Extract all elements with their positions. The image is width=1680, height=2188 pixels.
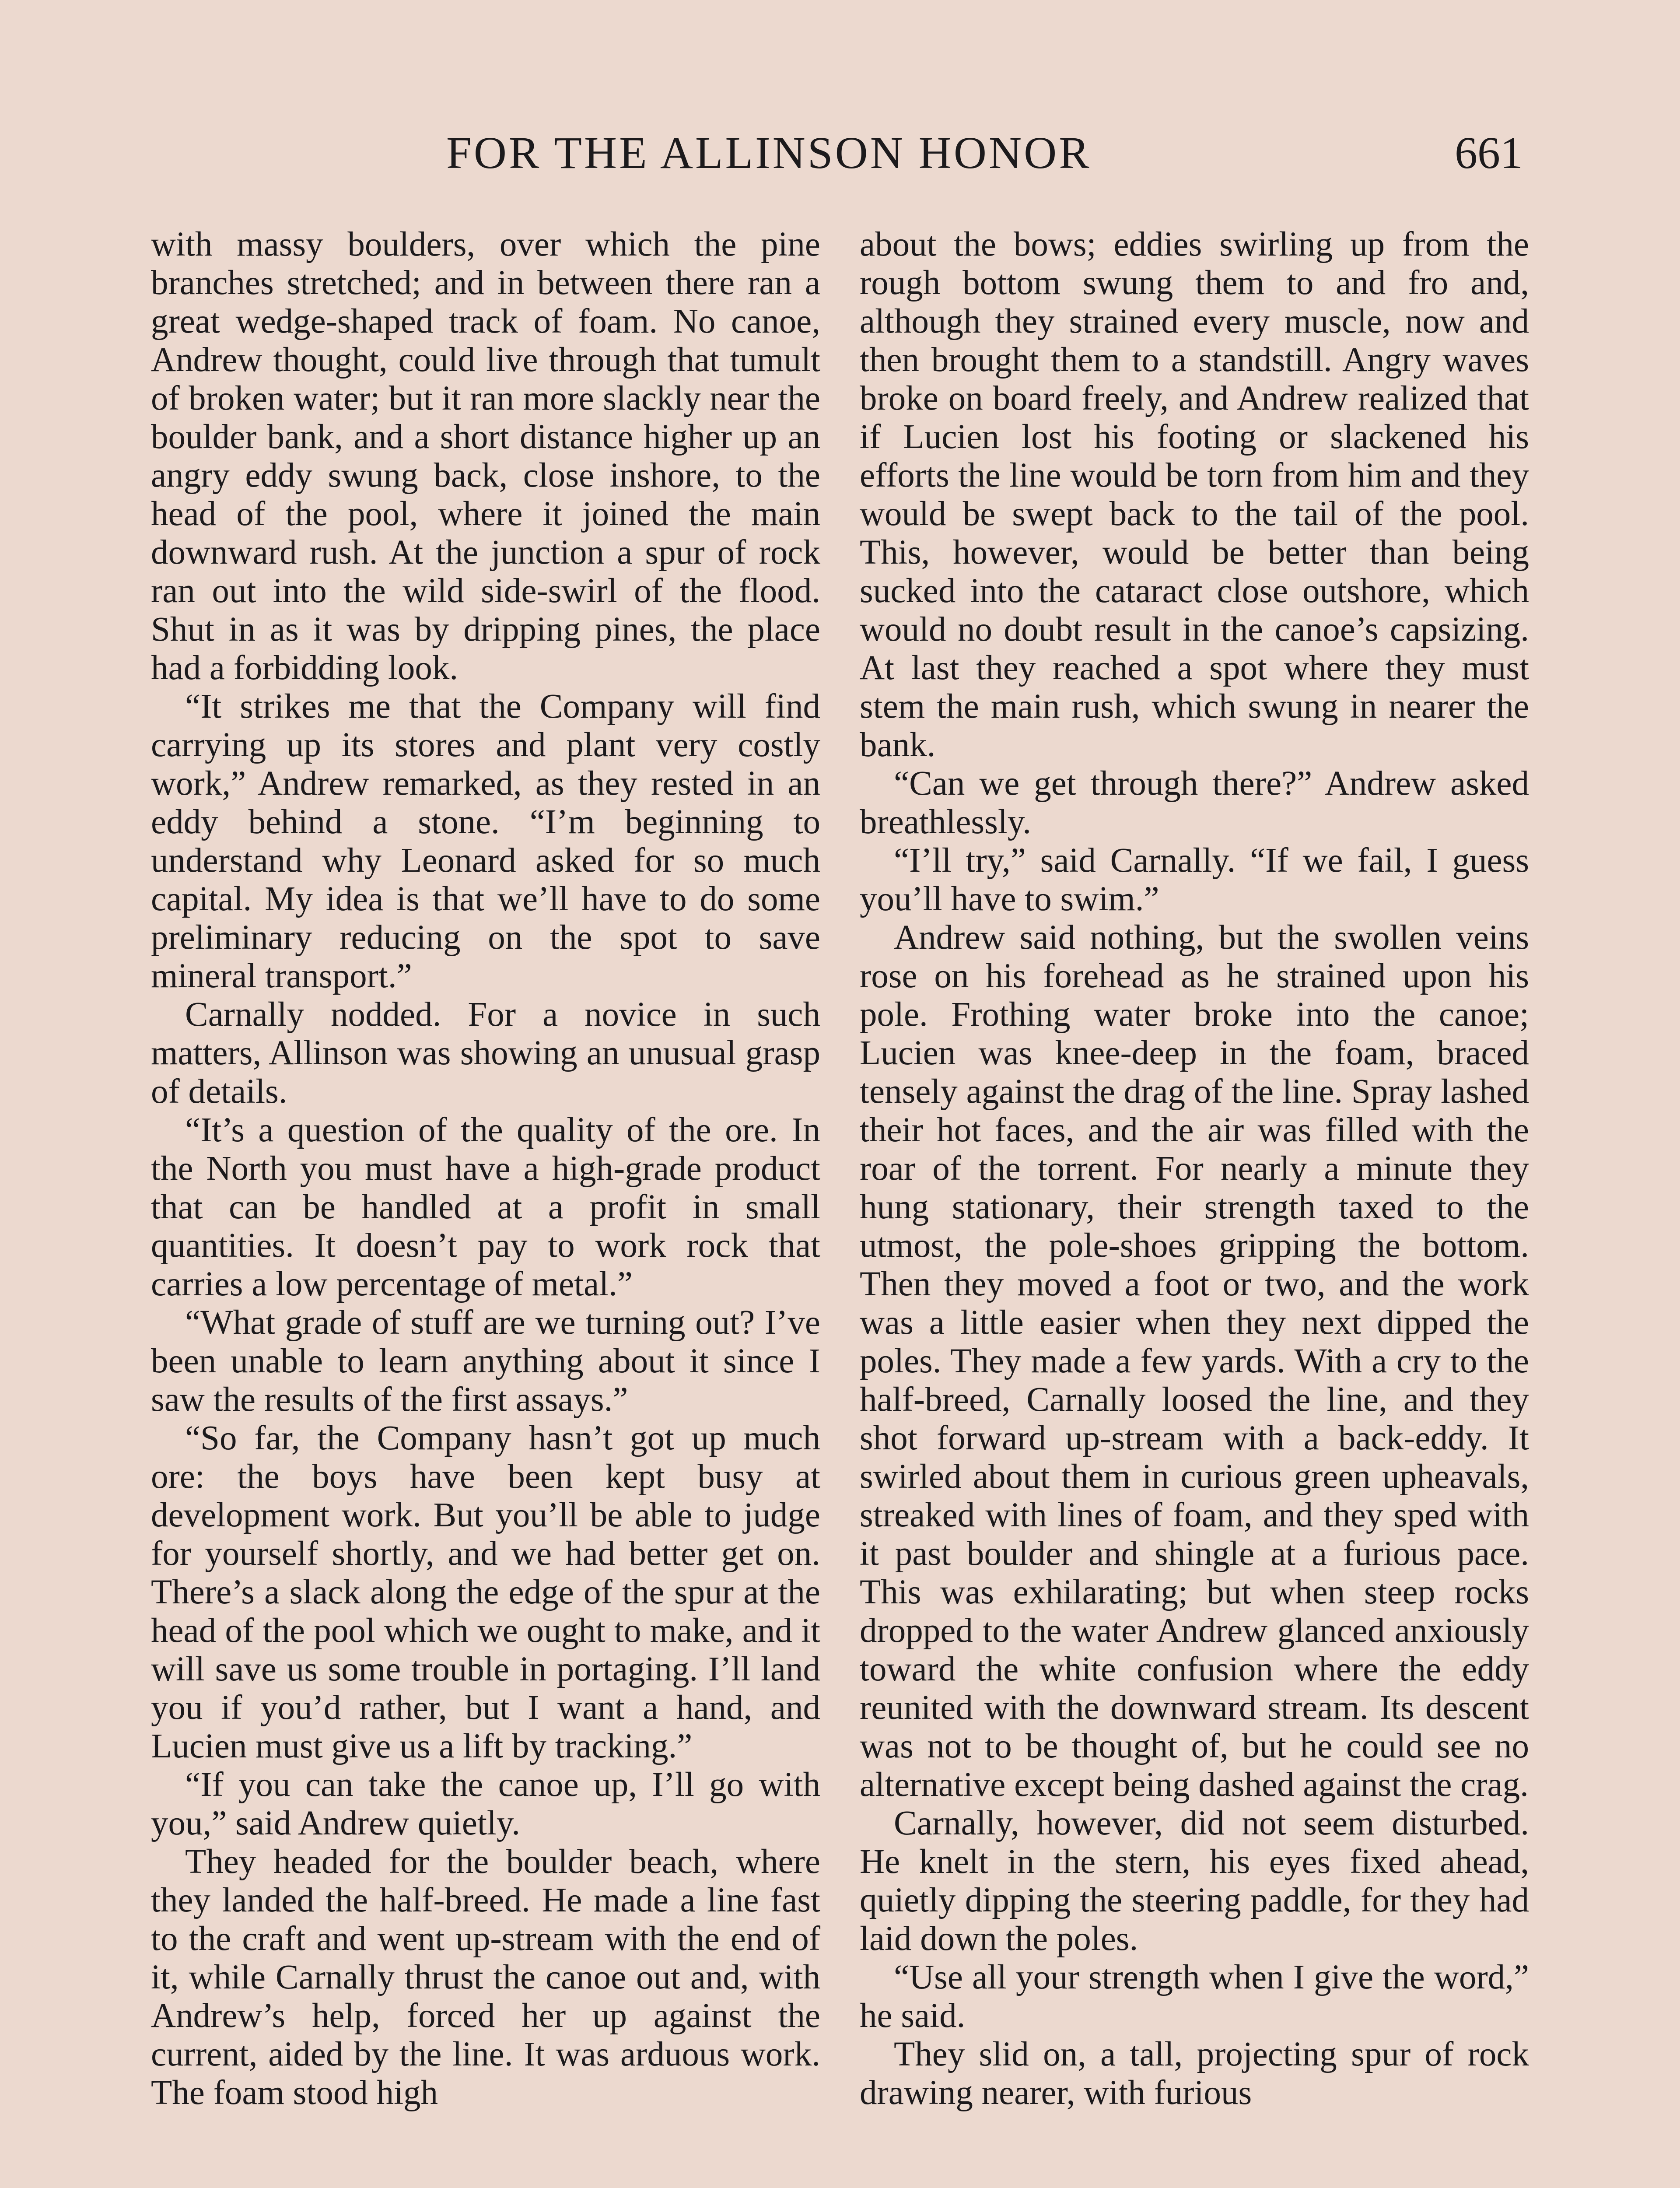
left-text-column (151, 225, 820, 2112)
paragraph: “Use all your strength when I give the word,” he said. (860, 1958, 1529, 2035)
paragraph: “If you can take the canoe up, I’ll go with you,” said Andrew quietly. (151, 1766, 820, 1842)
paragraph: about the bows; eddies swirling up from the rough bottom swung them to and fro and, although they strained every muscle, now and then brought them to a standstill. Angry waves broke on board freely, and Andrew realized that if Lucien lost his footing or slackened his efforts the line would be torn from him and they would be swept back to the tail of the pool. This, however, would be better than being sucked into the cataract close outshore, which would no doubt result in the canoe’s capsizing. At last they reached a spot where they must stem the main rush, which swung in nearer the bank. (860, 225, 1529, 764)
paragraph: “What grade of stuff are we turning out? I’ve been unable to learn anything about it since I saw the results of the first assays.” (151, 1304, 820, 1419)
paragraph: “It’s a question of the quality of the ore. In the North you must have a high-grade product that can be handled at a profit in small quantities. It doesn’t pay to work rock that carries a low percentage of metal.” (151, 1111, 820, 1303)
paragraph: “It strikes me that the Company will find carrying up its stores and plant very costly work,” Andrew remarked, as they rested in an eddy behind a stone. “I’m beginning to understand why Leonard asked for so much capital. My idea is that we’ll have to do some preliminary reducing on the spot to save mineral transport.” (151, 687, 820, 995)
right-text-column (860, 225, 1529, 2112)
paragraph: “I’ll try,” said Carnally. “If we fail, I guess you’ll have to swim.” (860, 842, 1529, 918)
running-title: FOR THE ALLINSON HONOR (446, 128, 1092, 178)
paragraph: Carnally, however, did not seem disturbed. He knelt in the stern, his eyes fixed ahead, quietly dipping the steering paddle, for they had laid down the poles. (860, 1804, 1529, 1958)
paragraph: They slid on, a tall, projecting spur of rock drawing nearer, with furious (860, 2035, 1529, 2112)
paragraph: “So far, the Company hasn’t got up much ore: the boys have been kept busy at development work. But you’ll be able to judge for yourself shortly, and we had better get on. There’s a slack along the edge of the spur at the head of the pool which we ought to make, and it will save us some trouble in portaging. I’ll land you if you’d rather, but I want a hand, and Lucien must give us a lift by tracking.” (151, 1419, 820, 1765)
page-header (0, 127, 1680, 193)
page-number: 661 (1455, 128, 1523, 178)
paragraph: with massy boulders, over which the pine branches stretched; and in between there ran a great wedge-shaped track of foam. No canoe, Andrew thought, could live through that tumult of broken water; but it ran more slackly near the boulder bank, and a short distance higher up an angry eddy swung back, close inshore, to the head of the pool, where it joined the main downward rush. At the junction a spur of rock ran out into the wild side-swirl of the flood. Shut in as it was by dripping pines, the place had a forbidding look. (151, 225, 820, 687)
paragraph: Carnally nodded. For a novice in such matters, Allinson was showing an unusual grasp of details. (151, 996, 820, 1111)
paragraph: “Can we get through there?” Andrew asked breathlessly. (860, 764, 1529, 841)
paragraph: They headed for the boulder beach, where they landed the half-breed. He made a line fast to the craft and went up-stream with the end of it, while Carnally thrust the canoe out and, with Andrew’s help, forced her up against the current, aided by the line. It was arduous work. The foam stood high (151, 1843, 820, 2112)
paragraph: Andrew said nothing, but the swollen veins rose on his forehead as he strained upon his pole. Frothing water broke into the canoe; Lucien was knee-deep in the foam, braced tensely against the drag of the line. Spray lashed their hot faces, and the air was filled with the roar of the torrent. For nearly a minute they hung stationary, their strength taxed to the utmost, the pole-shoes gripping the bottom. Then they moved a foot or two, and the work was a little easier when they next dipped the poles. They made a few yards. With a cry to the half-breed, Carnally loosed the line, and they shot forward up-stream with a back-eddy. It swirled about them in curious green upheavals, streaked with lines of foam, and they sped with it past boulder and shingle at a furious pace. This was exhilarating; but when steep rocks dropped to the water Andrew glanced anxiously toward the white confusion where the eddy reunited with the downward stream. Its descent was not to be thought of, but he could see no alternative except being dashed against the crag. (860, 919, 1529, 1804)
